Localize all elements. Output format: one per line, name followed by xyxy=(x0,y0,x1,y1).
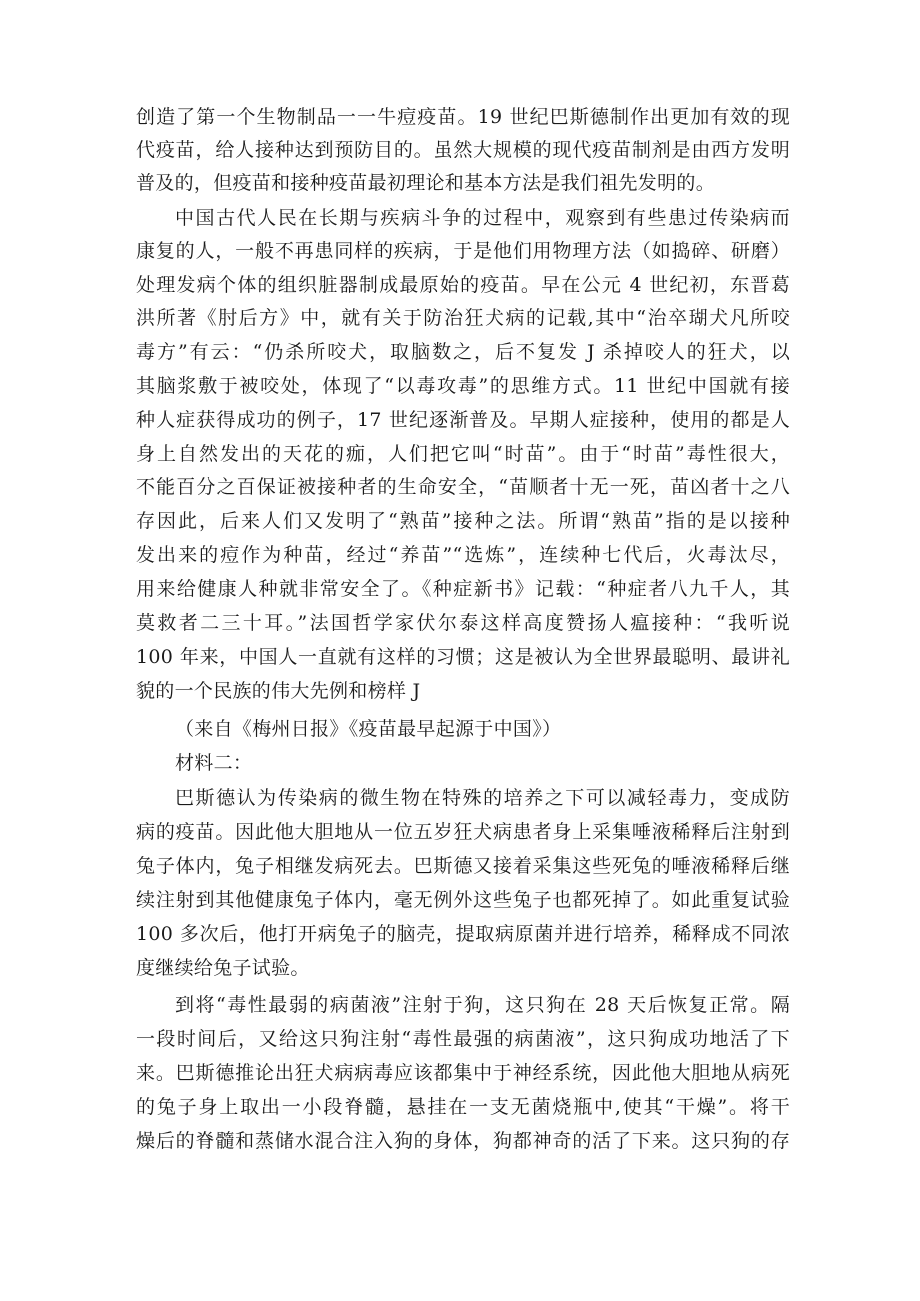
text-line: 100 多次后，他打开病兔子的脑壳，提取病原菌并进行培养，稀释成不同浓 xyxy=(136,923,790,945)
text-line: 莫救者二三十耳。”法国哲学家伏尔泰这样高度赞扬人瘟接种：“我听说 xyxy=(136,612,790,634)
text-line: 巴斯德认为传染病的微生物在特殊的培养之下可以减轻毒力，变成防 xyxy=(175,787,790,809)
text-line: 到将“毒性最弱的病菌液”注射于狗，这只狗在 28 天后恢复正常。隔 xyxy=(175,994,790,1016)
text-line: 创造了第一个生物制品一一牛痘疫苗。19 世纪巴斯德制作出更加有效的现 xyxy=(136,106,790,128)
text-line: 洪所著《肘后方》中，就有关于防治狂犬病的记载,其中“治卒瑚犬凡所咬 xyxy=(136,307,790,329)
text-line: 普及的，但疫苗和接种疫苗最初理论和基本方法是我们祖先发明的。 xyxy=(136,172,716,194)
text-line: 存因此，后来人们又发明了“熟苗”接种之法。所谓“熟苗”指的是以接种 xyxy=(136,510,790,532)
text-line: 兔子体内，兔子相继发病死去。巴斯德又接着采集这些死兔的唾液稀释后继 xyxy=(136,855,790,877)
text-line: 度继续给兔子试验。 xyxy=(136,957,310,979)
text-line: 材料二： xyxy=(175,752,253,774)
text-line: 的兔子身上取出一小段脊髓，悬挂在一支无菌烧瓶中,使其“干燥”。将干 xyxy=(136,1096,790,1118)
text-line: 病的疫苗。因此他大胆地从一位五岁狂犬病患者身上采集唾液稀释后注射到 xyxy=(136,821,790,843)
text-line: 续注射到其他健康兔子体内，毫无例外这些兔子也都死掉了。如此重复试验 xyxy=(136,889,790,911)
text-line: 100 年来，中国人一直就有这样的习惯；这是被认为全世界最聪明、最讲礼 xyxy=(136,646,790,668)
text-line: 用来给健康人种就非常安全了。《种症新书》记载：“种症者八九千人，其 xyxy=(136,578,790,600)
text-line: 发出来的痘作为种苗，经过“养苗”“选炼”，连续种七代后，火毒汰尽， xyxy=(136,544,790,566)
text-line: 身上自然发出的天花的痂，人们把它叫“时苗”。由于“时苗”毒性很大， xyxy=(136,443,790,465)
text-line: 中国古代人民在长期与疾病斗争的过程中，观察到有些患过传染病而 xyxy=(175,207,790,229)
text-line: 一段时间后，又给这只狗注射“毒性最强的病菌液”，这只狗成功地活了下 xyxy=(136,1028,790,1050)
text-line: 不能百分之百保证被接种者的生命安全，“苗顺者十无一死，苗凶者十之八 xyxy=(136,476,790,498)
text-line: 康复的人，一般不再患同样的疾病，于是他们用物理方法（如捣碎、研磨） xyxy=(136,240,790,262)
text-line: （来自《梅州日报》《疫苗最早起源于中国》） xyxy=(175,718,562,740)
text-line: 貌的一个民族的伟大先例和榜样 J xyxy=(136,680,421,702)
text-line: 种人症获得成功的例子，17 世纪逐渐普及。早期人症接种，使用的都是人 xyxy=(136,409,790,431)
text-line: 来。巴斯德推论出狂犬病病毒应该都集中于神经系统，因此他大胆地从病死 xyxy=(136,1062,790,1084)
text-line: 代疫苗，给人接种达到预防目的。虽然大规模的现代疫苗制剂是由西方发明 xyxy=(136,139,790,161)
text-line: 其脑浆敷于被咬处，体现了“以毒攻毒”的思维方式。11 世纪中国就有接 xyxy=(136,375,790,397)
text-line: 毒方”有云：“仍杀所咬犬，取脑数之，后不复发 J 杀掉咬人的狂犬，以 xyxy=(136,341,790,363)
text-line: 燥后的脊髓和蒸储水混合注入狗的身体，狗都神奇的活了下来。这只狗的存 xyxy=(136,1130,790,1152)
text-line: 处理发病个体的组织脏器制成最原始的疫苗。早在公元 4 世纪初，东晋葛 xyxy=(136,274,790,296)
